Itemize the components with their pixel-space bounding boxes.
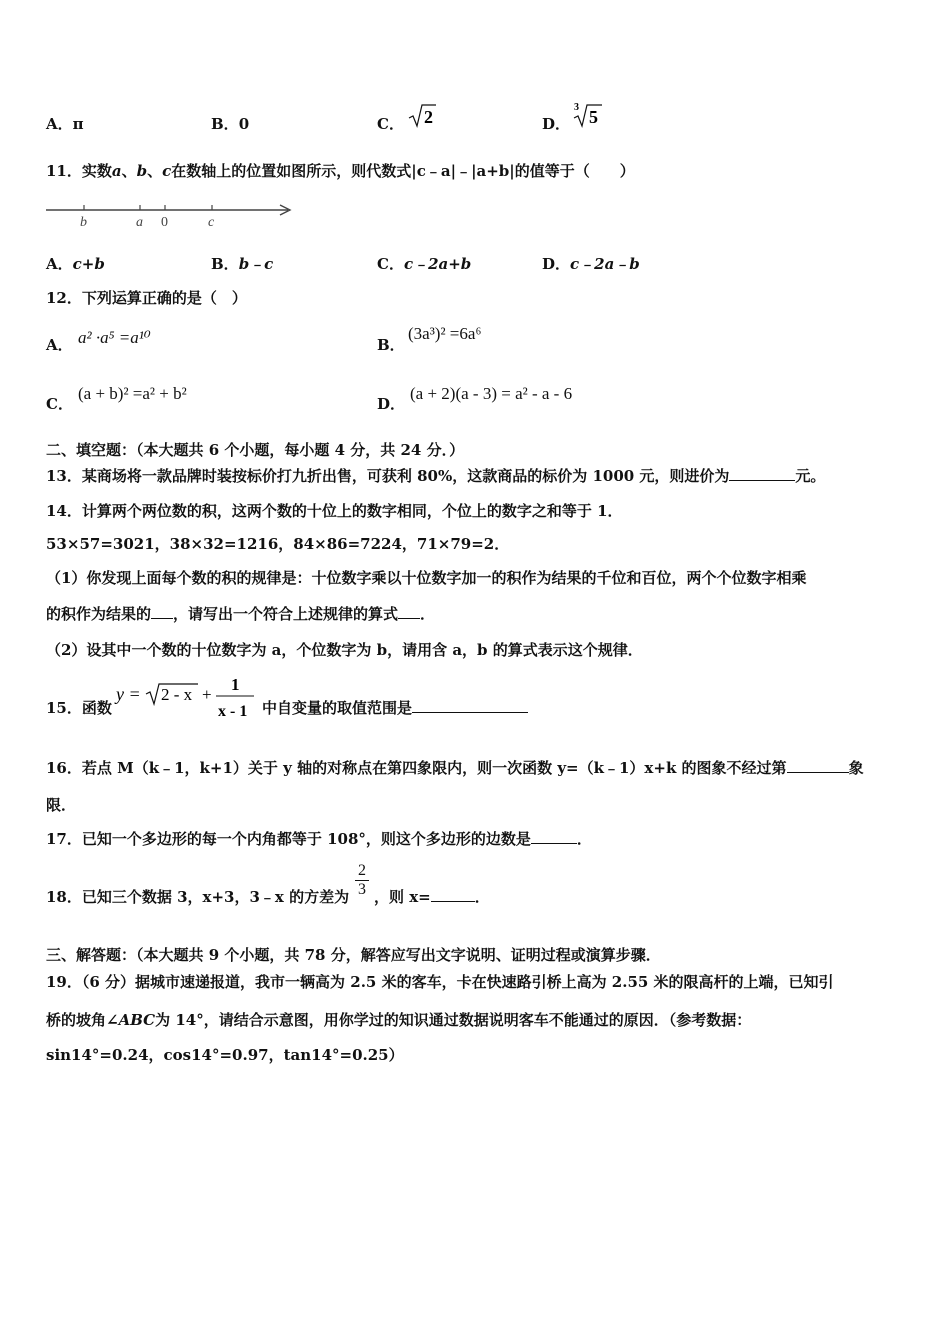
q11-stem: 11．实数a、b、c在数轴上的位置如图所示，则代数式|c﹣a|﹣|a+b|的值等于（ ） bbox=[46, 162, 635, 180]
section-3-heading: 三、解答题：（本大题共 9 个小题，共 78 分，解答应写出文字说明、证明过程或演算步骤． bbox=[46, 946, 661, 964]
option-label: A． bbox=[46, 115, 73, 133]
svg-text:2: 2 bbox=[424, 107, 433, 127]
q16-line1: 16．若点 M（k﹣1，k+1）关于 y 轴的对称点在第四象限内，则一次函数 y=（k﹣1）x+k 的图象不经过第 象 bbox=[46, 759, 864, 777]
q18-fraction: $\frac{2}{3}$ bbox=[355, 862, 369, 899]
svg-text:y =: y = bbox=[116, 684, 141, 704]
answer-blank bbox=[398, 604, 420, 619]
q15-prefix: 15．函数 bbox=[46, 699, 112, 717]
q12-option-d-formula: (a + 2)(a - 3) = a² - a - 6 bbox=[410, 384, 573, 403]
q12-option-b-formula: (3a³)² =6a⁶ bbox=[408, 324, 482, 343]
answer-blank bbox=[412, 698, 528, 713]
q16-line2: 限． bbox=[46, 796, 77, 814]
q10-option-d bbox=[542, 102, 598, 134]
answer-blank bbox=[787, 758, 849, 773]
q12-option-c-formula: (a + b)² =a² + b² bbox=[78, 384, 187, 403]
number-line-figure bbox=[44, 198, 298, 232]
q12-option-d-label: D． bbox=[377, 395, 406, 413]
q13: 13．某商场将一款品牌时装按标价打九折出售，可获利 80%，这款商品的标价为 1000 元，则进价为 元。 bbox=[46, 467, 826, 485]
q12-stem: 12．下列运算正确的是（ ） bbox=[46, 289, 247, 307]
svg-text:1: 1 bbox=[231, 675, 240, 694]
q12-option-a-formula: a² ·a⁵ =a¹⁰ bbox=[78, 328, 151, 347]
q17: 17．已知一个多边形的每一个内角都等于 108°，则这个多边形的边数是 ． bbox=[46, 830, 592, 848]
option-value: 0 bbox=[238, 115, 250, 133]
cube-root-5-formula bbox=[572, 100, 606, 130]
answer-blank bbox=[531, 829, 577, 844]
q11-option-a: A．c+b bbox=[46, 255, 105, 273]
axis-label-zero: 0 bbox=[161, 215, 168, 230]
q14-examples: 53×57=3021，38×32=1216，84×86=7224，71×79=2． bbox=[46, 535, 510, 553]
q18: 18．已知三个数据 3，x+3，3﹣x 的方差为 bbox=[46, 888, 350, 906]
option-label: D． bbox=[542, 115, 571, 133]
option-label: C． bbox=[377, 115, 404, 133]
q11-option-d: D．c﹣2a﹣b bbox=[542, 255, 640, 273]
option-label: B． bbox=[211, 115, 239, 133]
q11-option-c: C．c﹣2a+b bbox=[377, 255, 472, 273]
section-2-heading: 二、填空题：（本大题共 6 个小题，每小题 4 分，共 24 分．） bbox=[46, 441, 465, 459]
q15-suffix: 中自变量的取值范围是 bbox=[262, 698, 528, 718]
q14-part2: （2）设其中一个数的十位数字为 a，个位数字为 b，请用含 a，b 的算式表示这个规律． bbox=[46, 641, 643, 659]
q14-part1-line1: （1）你发现上面每个数的积的规律是：十位数字乘以十位数字加一的积作为结果的千位和百位，两个个位数字相乘 bbox=[46, 569, 807, 587]
q12-option-a-label: A． bbox=[46, 336, 73, 354]
answer-blank bbox=[431, 887, 475, 902]
q12-option-c-label: C． bbox=[46, 395, 73, 413]
option-value: π bbox=[72, 115, 84, 133]
q18-tail: ，则 x= ． bbox=[374, 888, 490, 906]
q10-option-b bbox=[211, 114, 249, 134]
answer-blank bbox=[151, 604, 173, 619]
q19-line2: 桥的坡角∠ABC为 14°，请结合示意图，用你学过的知识通过数据说明客车不能通过的原因．（参考数据： bbox=[46, 1011, 752, 1029]
axis-label-a: a bbox=[136, 215, 143, 230]
axis-label-b: b bbox=[80, 215, 87, 230]
q19-line1: 19．（6 分）据城市速递报道，我市一辆高为 2.5 米的客车，卡在快速路引桥上高为 2.55 米的限高杆的上端，已知引 bbox=[46, 973, 834, 991]
q10-option-c bbox=[377, 107, 433, 134]
axis-label-c: c bbox=[208, 215, 215, 230]
svg-text:x - 1: x - 1 bbox=[218, 703, 248, 720]
svg-text:3: 3 bbox=[574, 102, 579, 113]
sqrt-2-formula bbox=[407, 102, 437, 130]
q15-formula bbox=[114, 672, 262, 724]
svg-text:5: 5 bbox=[589, 107, 598, 127]
svg-text:2 - x: 2 - x bbox=[161, 685, 193, 704]
q10-option-a bbox=[46, 114, 84, 134]
answer-blank bbox=[729, 466, 795, 481]
q14-part1-line2: 的积作为结果的 ，请写出一个符合上述规律的算式 ． bbox=[46, 605, 436, 623]
q19-line3: sin14°=0.24，cos14°=0.97，tan14°=0.25） bbox=[46, 1046, 404, 1064]
q12-option-b-label: B． bbox=[377, 336, 405, 354]
q11-option-b: B．b﹣c bbox=[211, 255, 274, 273]
svg-text:+: + bbox=[202, 685, 212, 704]
q14-stem: 14．计算两个两位数的积，这两个数的十位上的数字相同，个位上的数字之和等于 1． bbox=[46, 502, 623, 520]
